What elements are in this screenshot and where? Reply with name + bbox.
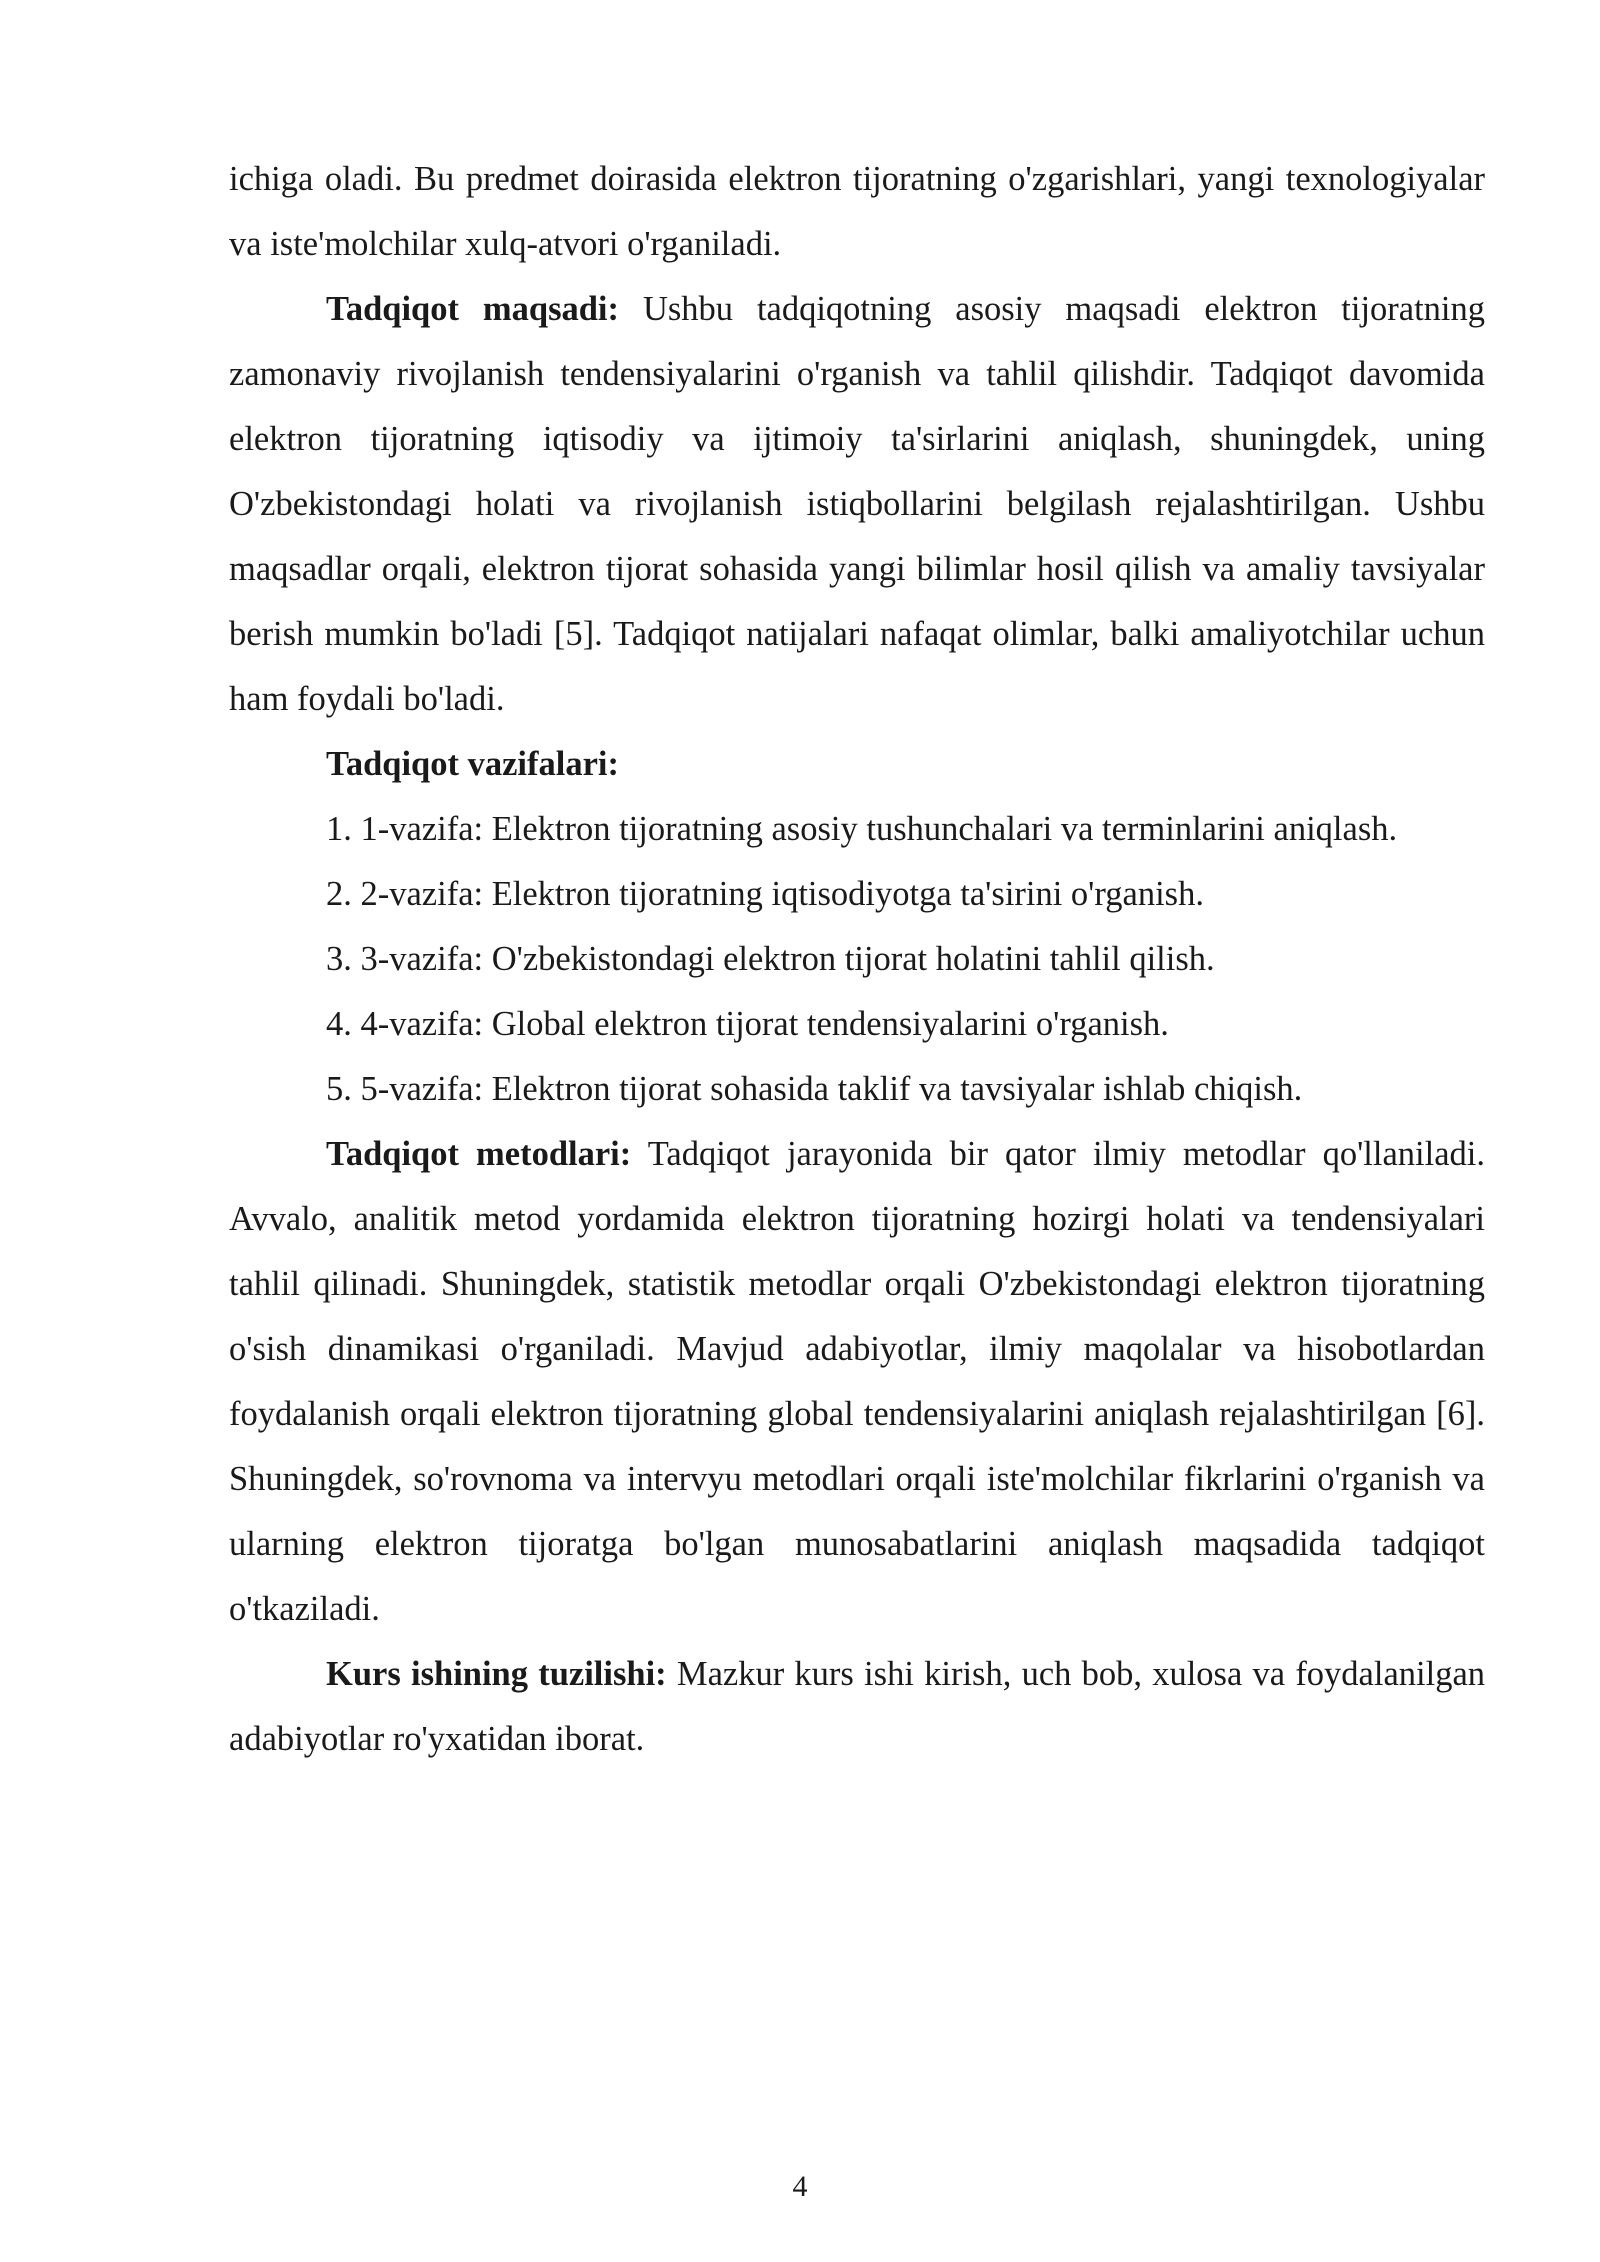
- research-goal-text: Ushbu tadqiqotning asosiy maqsadi elektron tijoratning zamonaviy rivojlanish tendensiyalarini o'rganish va tahlil qilishdir. Tadqiqot davomida elektron tijoratning iqtisodiy va ijtimoiy ta'sirlarini aniqlash, shuningdek, uning O'zbekistondagi holati va rivojlanish istiqbollarini belgilash rejalashtirilgan. Ushbu maqsadlar orqali, elektron tijorat sohasida yangi bilimlar hosil qilish va amaliy tavsiyalar berish mumkin bo'ladi [5]. Tadqiqot natijalari nafaqat olimlar, balki amaliyotchilar uchun ham foydali bo'ladi.: [229, 290, 1486, 718]
- course-structure-paragraph: [229, 1642, 1485, 1772]
- course-structure-heading: Kurs ishining tuzilishi:: [326, 1655, 667, 1693]
- document-body: [229, 147, 1485, 1772]
- research-goal-heading: Tadqiqot maqsadi:: [326, 290, 620, 328]
- course-structure-text: Mazkur kurs ishi kirish, uch bob, xulosa va foydalanilgan adabiyotlar ro'yxatidan iborat.: [229, 1655, 1486, 1758]
- page-number: 4: [792, 2170, 808, 2203]
- research-goal-paragraph: [229, 277, 1485, 732]
- research-task-item: 1. 1-vazifa: Elektron tijoratning asosiy tushunchalari va terminlarini aniqlash.: [326, 810, 1398, 848]
- intro-continuation-paragraph: ichiga oladi. Bu predmet doirasida elektron tijoratning o'zgarishlari, yangi texnologiyalar va iste'molchilar xulq-atvori o'rganiladi.: [229, 160, 1485, 263]
- research-task-item: 2. 2-vazifa: Elektron tijoratning iqtisodiyotga ta'sirini o'rganish.: [326, 875, 1204, 913]
- research-task-item: 3. 3-vazifa: O'zbekistondagi elektron tijorat holatini tahlil qilish.: [326, 940, 1215, 978]
- research-tasks-list: [229, 797, 1485, 1122]
- research-methods-text: Tadqiqot jarayonida bir qator ilmiy metodlar qo'llaniladi. Avvalo, analitik metod yordamida elektron tijoratning hozirgi holati va tendensiyalari tahlil qilinadi. Shuningdek, statistik metodlar orqali O'zbekistondagi elektron tijoratning o'sish dinamikasi o'rganiladi. Mavjud adabiyotlar, ilmiy maqolalar va hisobotlardan foydalanish orqali elektron tijoratning global tendensiyalarini aniqlash rejalashtirilgan [6]. Shuningdek, so'rovnoma va intervyu metodlari orqali iste'molchilar fikrlarini o'rganish va ularning elektron tijoratga bo'lgan munosabatlarini aniqlash maqsadida tadqiqot o'tkaziladi.: [229, 1135, 1485, 1628]
- research-methods-heading: Tadqiqot metodlari:: [326, 1135, 632, 1173]
- research-task-item: 5. 5-vazifa: Elektron tijorat sohasida taklif va tavsiyalar ishlab chiqish.: [326, 1070, 1303, 1108]
- research-tasks-heading: Tadqiqot vazifalari:: [326, 745, 619, 783]
- research-methods-paragraph: [229, 1122, 1485, 1642]
- research-task-item: 4. 4-vazifa: Global elektron tijorat tendensiyalarini o'rganish.: [326, 1005, 1169, 1043]
